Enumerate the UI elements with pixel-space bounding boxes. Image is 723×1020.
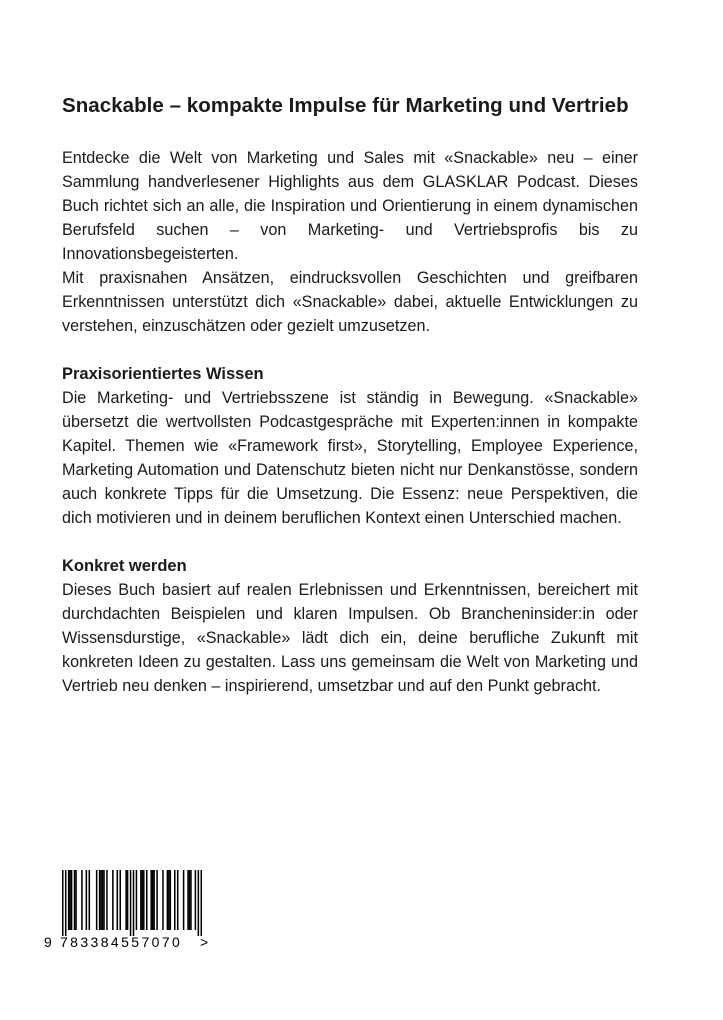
barcode-bar <box>68 870 70 930</box>
barcode-bar <box>198 870 200 936</box>
barcode-bar <box>96 870 98 930</box>
barcode-bar <box>140 870 142 930</box>
barcode-bar <box>89 870 91 930</box>
barcode-bar <box>170 870 172 930</box>
barcode-bar <box>74 870 76 930</box>
barcode-bar <box>62 870 64 936</box>
barcode-bar <box>156 870 158 930</box>
barcode-bar <box>86 870 88 930</box>
barcode-bar <box>153 870 155 930</box>
barcode-bar <box>174 870 176 930</box>
isbn-digits: 783384557070 <box>60 934 183 950</box>
barcode-bar <box>177 870 179 930</box>
barcode-bar <box>152 870 154 930</box>
back-cover-text <box>62 92 638 698</box>
barcode-bar <box>168 870 170 930</box>
barcode-bar <box>136 870 138 930</box>
barcode-bar <box>100 870 102 930</box>
barcode-bar <box>103 870 105 930</box>
barcode-bar <box>106 870 108 930</box>
barcode-bar <box>75 870 77 930</box>
barcode-bar <box>130 870 132 936</box>
barcode-bar <box>71 870 73 930</box>
isbn-arrow: > <box>200 934 209 950</box>
barcode-bar <box>190 870 192 930</box>
section-heading-praxis: Praxisorientiertes Wissen <box>62 365 264 383</box>
barcode-bar <box>187 870 189 930</box>
barcode-bar <box>69 870 71 930</box>
isbn-first-digit: 9 <box>44 934 52 950</box>
section-body-konkret: Dieses Buch basiert auf realen Erlebnissen und Erkenntnissen, bereichert mit durchdachten Beispielen und klaren Impulsen. Ob Brancheninsider:in oder Wissensdurstige, «Snackable» lädt dich ein, deine berufliche Zukunft mit konkreten Ideen zu gestalten. Lass uns gemeinsam die Welt von Marketing und Vertrieb neu denken – inspirierend, umsetzbar und auf den Punkt gebracht. <box>62 581 638 695</box>
barcode-bar <box>146 870 148 930</box>
barcode-bar <box>162 870 164 930</box>
barcode-bar <box>102 870 104 930</box>
barcode-bar <box>119 870 121 930</box>
barcode-bar <box>143 870 145 930</box>
barcode-bar <box>167 870 169 930</box>
barcode-bar <box>133 870 135 936</box>
section-body-praxis: Die Marketing- und Vertriebsszene ist ständig in Bewegung. «Snackable» übersetzt die wertvollsten Podcastgespräche mit Experten:innen in kompakte Kapitel. Themen wie «Framework first», Storytelling, Employee Experience, Marketing Automation und Datenschutz bieten nicht nur Denkanstösse, sondern auch konkrete Tipps für die Umsetzung. Die Essenz: neue Perspektiven, die dich motivieren und in deinem beruflichen Kontext einen Unterschied machen. <box>62 389 638 527</box>
barcode-bar <box>127 870 129 930</box>
section-heading-konkret: Konkret werden <box>62 557 187 575</box>
book-title: Snackable – kompakte Impulse für Marketing und Vertrieb <box>62 94 629 117</box>
barcode-bar <box>201 870 202 936</box>
barcode-bar <box>195 870 197 930</box>
barcode-bars <box>62 870 202 936</box>
intro-paragraph-1: Entdecke die Welt von Marketing und Sales mit «Snackable» neu – einer Sammlung handverlesener Highlights aus dem GLASKLAR Podcast. Dieses Buch richtet sich an alle, die Inspiration und Orientierung in einem dynamischen Berufsfeld suchen – von Marketing- und Vertriebsprofis bis zu Innovationsbegeisterten. <box>62 149 638 263</box>
barcode-bar <box>183 870 185 930</box>
barcode-bar <box>99 870 101 930</box>
barcode-bar <box>142 870 144 930</box>
barcode-bar <box>112 870 114 930</box>
barcode-bar <box>81 870 83 930</box>
barcode-bar <box>189 870 191 930</box>
intro-paragraph-2: Mit praxisnahen Ansätzen, eindrucksvollen Geschichten und greifbaren Erkenntnissen unterstützt dich «Snackable» dabei, aktuelle Entwicklungen zu verstehen, einzuschätzen oder gezielt umzusetzen. <box>62 269 638 335</box>
isbn-barcode <box>40 870 220 956</box>
barcode-bar <box>117 870 119 930</box>
barcode-bar <box>65 870 67 936</box>
barcode-bar <box>150 870 152 930</box>
barcode-bar <box>125 870 127 930</box>
